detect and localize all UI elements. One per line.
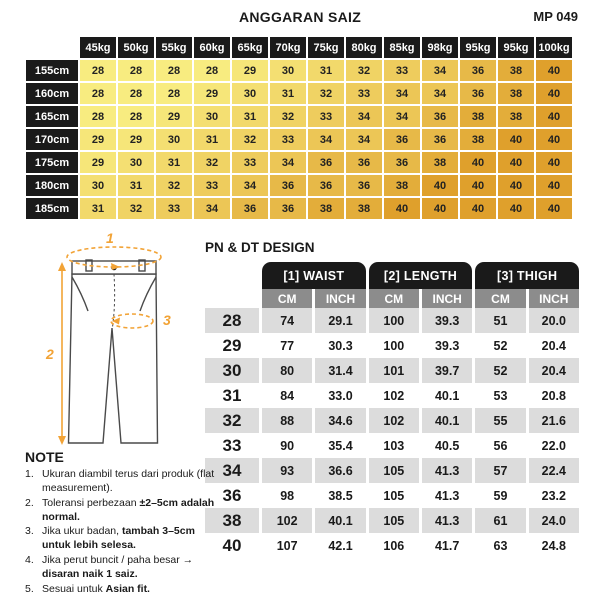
size-value-cell: 28 — [118, 60, 154, 81]
size-value-cell: 40 — [536, 129, 572, 150]
size-value-cell: 38 — [384, 175, 420, 196]
weight-header-cell: 95kg — [460, 37, 496, 58]
size-value-cell: 30 — [270, 60, 306, 81]
note-item — [25, 525, 221, 553]
size-value-cell: 31 — [156, 152, 192, 173]
height-header-cell: 160cm — [26, 83, 78, 104]
size-label-cell: 40 — [222, 535, 242, 555]
thigh-label: 3 — [163, 312, 171, 328]
measure-value-cell: 24.8 — [541, 538, 566, 553]
size-table-row — [26, 60, 572, 81]
size-label-cell: 32 — [205, 408, 259, 433]
size-value-cell: 30 — [156, 129, 192, 150]
measure-value-cell: 100 — [383, 338, 405, 353]
size-value-cell: 38 — [308, 198, 344, 219]
measure-value-cell: 23.2 — [541, 488, 566, 503]
note-number: 3. — [25, 525, 34, 538]
measure-value-cell: 41.3 — [422, 458, 472, 483]
note-item — [25, 497, 221, 525]
measure-group-tab: [2] LENGTH — [369, 262, 473, 289]
measure-value-cell: 21.6 — [529, 408, 579, 433]
size-value-cell: 30 — [118, 152, 154, 173]
measure-group-tab: [3] THIGH — [475, 262, 579, 289]
weight-header-cell: 50kg — [118, 37, 154, 58]
size-table-row — [26, 106, 572, 127]
size-value-cell: 36 — [308, 175, 344, 196]
measure-value-cell: 61 — [475, 508, 525, 533]
size-value-cell: 36 — [422, 129, 458, 150]
measure-value-cell: 102 — [369, 408, 419, 433]
measure-value-cell: 29.1 — [315, 308, 365, 333]
size-value-cell: 34 — [346, 106, 382, 127]
measure-value-cell: 42.1 — [328, 538, 353, 553]
measure-value-cell: 34.6 — [315, 408, 365, 433]
measure-value-cell: 105 — [383, 488, 405, 503]
measure-value-cell: 40.1 — [315, 508, 365, 533]
measure-value-cell: 20.8 — [541, 388, 566, 403]
size-value-cell: 40 — [536, 83, 572, 104]
size-value-cell: 28 — [156, 60, 192, 81]
measure-value-cell: 36.6 — [315, 458, 365, 483]
size-value-cell: 40 — [422, 175, 458, 196]
note-title: NOTE — [25, 449, 64, 465]
size-value-cell: 34 — [422, 60, 458, 81]
size-value-cell: 34 — [308, 129, 344, 150]
size-value-cell: 34 — [270, 152, 306, 173]
size-value-cell: 40 — [498, 198, 534, 219]
size-value-cell: 36 — [346, 152, 382, 173]
unit-header-cell: INCH — [422, 289, 472, 308]
measure-value-cell: 51 — [475, 308, 525, 333]
size-value-cell: 40 — [460, 175, 496, 196]
weight-header-cell: 98kg — [422, 37, 458, 58]
measure-value-cell: 24.0 — [529, 508, 579, 533]
size-table-body — [26, 60, 572, 219]
size-value-cell: 40 — [536, 175, 572, 196]
weight-header-cell: 60kg — [194, 37, 230, 58]
size-value-cell: 34 — [194, 198, 230, 219]
size-value-cell: 36 — [346, 175, 382, 196]
size-value-cell: 28 — [80, 60, 116, 81]
note-item — [25, 554, 221, 582]
measure-value-cell: 41.3 — [422, 508, 472, 533]
measure-value-cell: 55 — [475, 408, 525, 433]
size-table-row — [26, 152, 572, 173]
page-title: ANGGARAN SAIZ — [238, 9, 362, 25]
measure-value-cell: 40.1 — [422, 408, 472, 433]
size-estimate-table — [24, 35, 574, 221]
measure-value-cell: 107 — [276, 538, 298, 553]
measure-value-cell: 93 — [262, 458, 312, 483]
measure-value-cell: 74 — [262, 308, 312, 333]
measure-value-cell: 41.3 — [434, 488, 460, 503]
design-heading: PN & DT DESIGN — [205, 240, 315, 255]
size-table-row — [26, 129, 572, 150]
measure-value-cell: 22.4 — [529, 458, 579, 483]
size-value-cell: 31 — [80, 198, 116, 219]
size-value-cell: 28 — [118, 106, 154, 127]
measure-value-cell: 53 — [493, 388, 508, 403]
measure-value-cell: 57 — [475, 458, 525, 483]
note-number: 4. — [25, 554, 34, 567]
size-table-header — [26, 37, 572, 58]
unit-header-cell: CM — [369, 289, 419, 308]
size-value-cell: 34 — [422, 83, 458, 104]
note-bold-text: disaran naik 1 saiz. — [42, 568, 138, 581]
measure-value-cell: 35.4 — [328, 438, 353, 453]
weight-header-cell: 70kg — [270, 37, 306, 58]
size-label-cell: 30 — [205, 358, 259, 383]
size-value-cell: 32 — [308, 83, 344, 104]
measure-value-cell: 22.0 — [541, 438, 566, 453]
size-value-cell: 28 — [118, 83, 154, 104]
size-value-cell: 28 — [80, 106, 116, 127]
weight-header-cell: 100kg — [536, 37, 572, 58]
size-value-cell: 32 — [232, 129, 268, 150]
note-text: Jika ukur badan, tambah 3–5cm untuk lebih selesa. — [42, 525, 195, 552]
size-value-cell: 32 — [346, 60, 382, 81]
size-label-cell: 36 — [222, 485, 242, 505]
right-pocket — [140, 277, 156, 311]
measure-value-cell: 77 — [280, 338, 295, 353]
size-value-cell: 30 — [232, 83, 268, 104]
size-table-row — [26, 198, 572, 219]
size-value-cell: 38 — [498, 106, 534, 127]
measure-value-cell: 88 — [262, 408, 312, 433]
measure-value-cell: 100 — [369, 308, 419, 333]
note-bold-text: Asian fit. — [105, 582, 150, 595]
size-value-cell: 29 — [194, 83, 230, 104]
size-label-cell: 33 — [222, 435, 242, 455]
weight-header-cell: 45kg — [80, 37, 116, 58]
weight-header-cell: 75kg — [308, 37, 344, 58]
weight-header-cell: 95kg — [498, 37, 534, 58]
note-item — [25, 583, 221, 597]
measure-value-cell: 102 — [383, 388, 405, 403]
size-value-cell: 38 — [460, 129, 496, 150]
size-value-cell: 40 — [422, 198, 458, 219]
size-value-cell: 40 — [460, 152, 496, 173]
size-value-cell: 32 — [118, 198, 154, 219]
pants-diagram — [22, 231, 204, 453]
size-value-cell: 31 — [194, 129, 230, 150]
corner-cell — [26, 37, 78, 58]
size-value-cell: 32 — [156, 175, 192, 196]
measure-value-cell: 103 — [383, 438, 405, 453]
note-bold-text: tambah 3–5cm untuk lebih selesa. — [42, 525, 195, 552]
size-value-cell: 28 — [80, 83, 116, 104]
size-value-cell: 40 — [498, 152, 534, 173]
measure-value-cell: 39.7 — [422, 358, 472, 383]
measure-value-cell: 38.5 — [328, 488, 353, 503]
measure-value-cell: 20.4 — [541, 338, 566, 353]
size-value-cell: 31 — [118, 175, 154, 196]
size-value-cell: 34 — [384, 106, 420, 127]
note-number: 2. — [25, 496, 34, 509]
measure-value-cell: 84 — [280, 388, 295, 403]
size-value-cell: 40 — [536, 152, 572, 173]
measure-value-cell: 59 — [493, 488, 508, 503]
size-value-cell: 40 — [498, 129, 534, 150]
note-item — [25, 468, 221, 496]
measure-value-cell: 33.0 — [328, 388, 353, 403]
size-value-cell: 38 — [498, 60, 534, 81]
size-value-cell: 33 — [156, 198, 192, 219]
size-value-cell: 30 — [80, 175, 116, 196]
measure-value-cell: 20.4 — [529, 358, 579, 383]
size-value-cell: 38 — [460, 106, 496, 127]
size-value-cell: 28 — [194, 60, 230, 81]
size-value-cell: 32 — [270, 106, 306, 127]
measure-value-cell: 106 — [383, 538, 405, 553]
size-label-cell: 28 — [205, 308, 259, 333]
size-value-cell: 38 — [498, 83, 534, 104]
height-header-cell: 185cm — [26, 198, 78, 219]
length-label: 2 — [46, 346, 54, 362]
size-value-cell: 38 — [422, 152, 458, 173]
size-value-cell: 31 — [270, 83, 306, 104]
measure-value-cell: 40.5 — [434, 438, 460, 453]
measure-group-tab: [1] WAIST — [262, 262, 366, 289]
size-value-cell: 36 — [460, 83, 496, 104]
size-value-cell: 40 — [384, 198, 420, 219]
size-table-header-row — [26, 37, 572, 58]
size-value-cell: 40 — [536, 106, 572, 127]
size-value-cell: 31 — [308, 60, 344, 81]
measure-labels — [45, 231, 171, 362]
note-section — [25, 449, 221, 598]
size-value-cell: 38 — [346, 198, 382, 219]
height-header-cell: 165cm — [26, 106, 78, 127]
measure-value-cell: 105 — [369, 458, 419, 483]
size-value-cell: 36 — [460, 60, 496, 81]
weight-header-cell: 80kg — [346, 37, 382, 58]
size-value-cell: 33 — [270, 129, 306, 150]
size-value-cell: 40 — [498, 175, 534, 196]
size-value-cell: 33 — [308, 106, 344, 127]
note-number: 1. — [25, 468, 34, 480]
measure-value-cell: 31.4 — [315, 358, 365, 383]
note-text: Ukuran diambil terus dari produk (flat measurement). — [42, 468, 215, 494]
measure-value-cell: 40.1 — [434, 388, 460, 403]
size-value-cell: 36 — [384, 152, 420, 173]
measure-value-cell: 30.3 — [328, 338, 353, 353]
note-text: Sesuai untuk Asian fit. — [42, 582, 150, 595]
size-value-cell: 30 — [194, 106, 230, 127]
measure-value-cell: 63 — [493, 538, 508, 553]
measure-value-cell: 102 — [262, 508, 312, 533]
left-pocket — [72, 277, 88, 311]
size-value-cell: 36 — [270, 175, 306, 196]
size-value-cell: 40 — [536, 198, 572, 219]
size-label-cell: 38 — [205, 508, 259, 533]
size-value-cell: 33 — [232, 152, 268, 173]
measure-value-cell: 80 — [262, 358, 312, 383]
measure-value-cell: 105 — [369, 508, 419, 533]
unit-spacer — [205, 289, 259, 308]
size-table-row — [26, 83, 572, 104]
weight-header-cell: 85kg — [384, 37, 420, 58]
size-value-cell: 36 — [232, 198, 268, 219]
measure-value-cell: 41.7 — [434, 538, 460, 553]
tab-spacer — [205, 262, 259, 289]
height-header-cell: 175cm — [26, 152, 78, 173]
size-value-cell: 36 — [384, 129, 420, 150]
measure-value-cell: 101 — [369, 358, 419, 383]
unit-header-cell: INCH — [315, 289, 365, 308]
height-header-cell: 180cm — [26, 175, 78, 196]
size-label-cell: 34 — [205, 458, 259, 483]
size-value-cell: 32 — [194, 152, 230, 173]
size-value-cell: 36 — [270, 198, 306, 219]
unit-header-cell: CM — [262, 289, 312, 308]
size-value-cell: 40 — [536, 60, 572, 81]
size-value-cell: 28 — [156, 83, 192, 104]
measure-value-cell: 39.3 — [434, 338, 460, 353]
note-number: 5. — [25, 582, 34, 595]
size-value-cell: 29 — [80, 129, 116, 150]
size-label-cell: 31 — [222, 385, 242, 405]
size-value-cell: 34 — [384, 83, 420, 104]
measure-value-cell: 52 — [475, 358, 525, 383]
waist-label: 1 — [106, 231, 114, 246]
note-bold-text: ±2–5cm adalah normal. — [42, 496, 215, 523]
unit-header-cell: INCH — [529, 289, 579, 308]
measure-value-cell: 52 — [493, 338, 508, 353]
note-text: Toleransi perbezaan ±2–5cm adalah normal. — [42, 496, 215, 523]
measure-value-cell: 98 — [280, 488, 295, 503]
unit-header-cell: CM — [475, 289, 525, 308]
measure-value-cell: 20.0 — [529, 308, 579, 333]
size-value-cell: 29 — [80, 152, 116, 173]
note-text: Jika perut buncit / paha besar → disaran naik 1 saiz. — [42, 554, 194, 581]
height-header-cell: 155cm — [26, 60, 78, 81]
note-list — [25, 468, 221, 597]
measure-value-cell: 39.3 — [422, 308, 472, 333]
size-value-cell: 34 — [346, 129, 382, 150]
size-value-cell: 33 — [346, 83, 382, 104]
measure-value-cell: 90 — [280, 438, 295, 453]
size-value-cell: 36 — [308, 152, 344, 173]
size-value-cell: 40 — [460, 198, 496, 219]
size-value-cell: 36 — [422, 106, 458, 127]
measurement-table — [205, 262, 579, 558]
size-table-row — [26, 175, 572, 196]
product-code: MP 049 — [533, 9, 578, 24]
size-value-cell: 34 — [232, 175, 268, 196]
weight-header-cell: 55kg — [156, 37, 192, 58]
size-value-cell: 33 — [194, 175, 230, 196]
size-value-cell: 29 — [156, 106, 192, 127]
weight-header-cell: 65kg — [232, 37, 268, 58]
measure-value-cell: 56 — [493, 438, 508, 453]
size-value-cell: 33 — [384, 60, 420, 81]
pants-outline — [69, 260, 158, 443]
size-value-cell: 29 — [232, 60, 268, 81]
size-value-cell: 31 — [232, 106, 268, 127]
height-header-cell: 170cm — [26, 129, 78, 150]
size-label-cell: 29 — [222, 335, 242, 355]
size-value-cell: 29 — [118, 129, 154, 150]
